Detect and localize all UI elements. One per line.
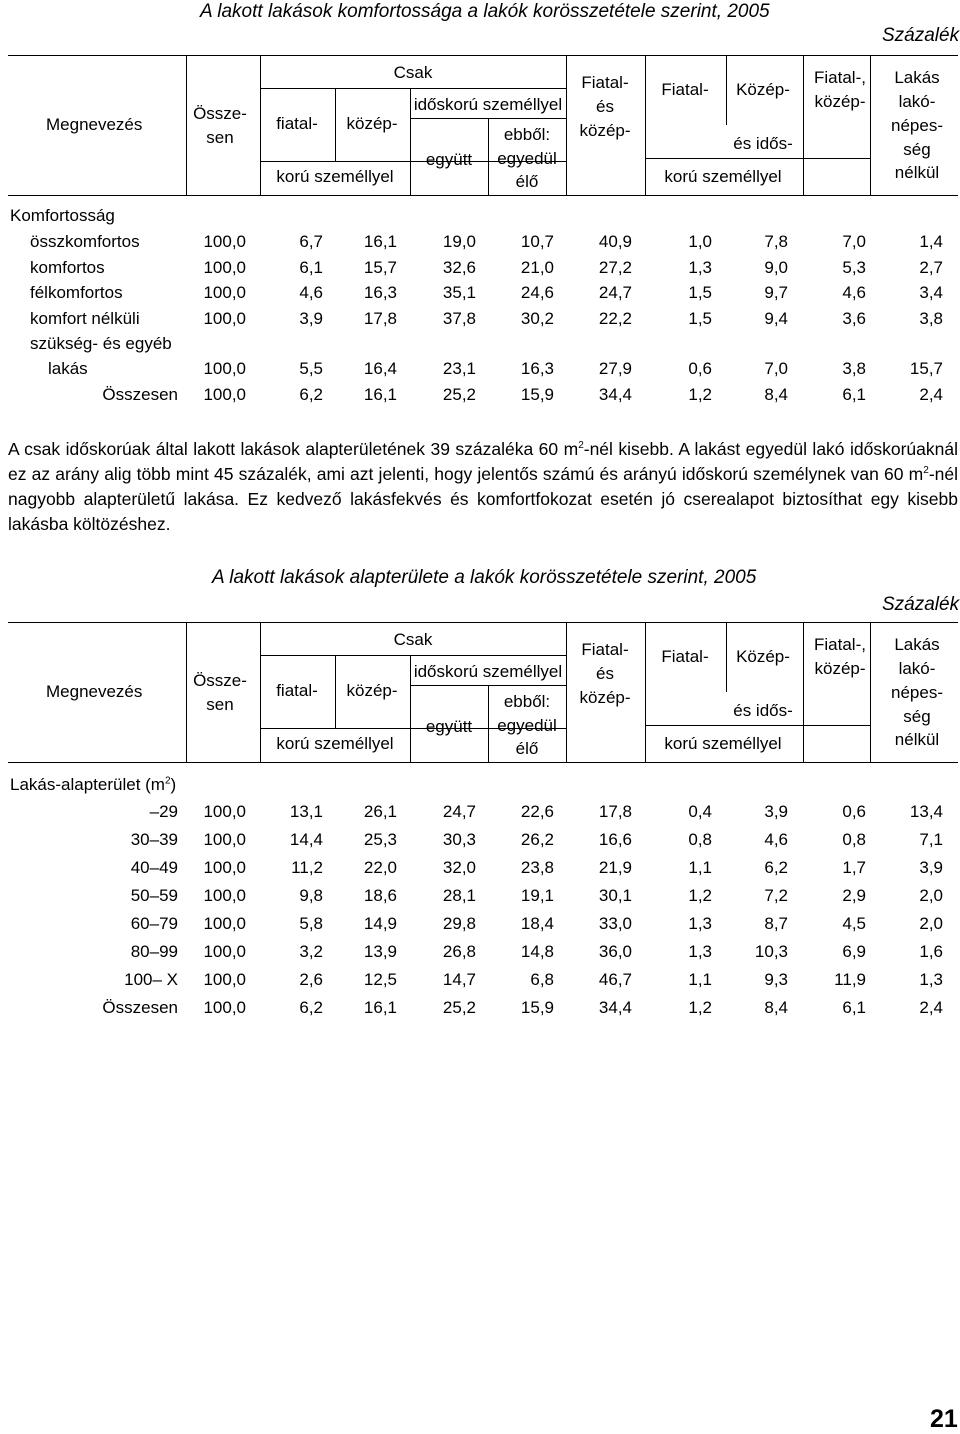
table1-vline xyxy=(186,55,187,195)
table-cell: 14,9 xyxy=(363,914,397,933)
header-fiatal2: Fiatal- xyxy=(661,80,709,99)
table2-vline xyxy=(645,622,646,762)
table2-vline xyxy=(186,622,187,762)
table-cell: 100,0 xyxy=(203,998,246,1017)
table-cell: 15,9 xyxy=(520,998,554,1017)
table-cell: 6,1 xyxy=(299,257,323,277)
table-cell: 2,0 xyxy=(919,914,943,933)
table-cell: 34,4 xyxy=(598,384,632,404)
table-cell: 13,1 xyxy=(289,802,323,821)
table-cell: 100,0 xyxy=(203,257,246,277)
table-cell: 5,5 xyxy=(299,359,323,378)
table-cell: 6,1 xyxy=(842,384,866,404)
table-cell: 3,8 xyxy=(842,359,866,378)
table-cell: 9,3 xyxy=(764,970,788,989)
paragraph-sup-2: 2 xyxy=(923,465,929,477)
table-cell: 1,1 xyxy=(688,970,712,989)
header2-fiatal-es-kozep-1: Fiatal- xyxy=(581,640,629,659)
body-paragraph xyxy=(8,437,958,537)
header2-lakas-3: népes- xyxy=(891,683,943,702)
table-cell: 13,9 xyxy=(363,942,397,961)
table2-vline xyxy=(726,622,727,692)
table1-vline xyxy=(335,88,336,161)
header-fiatal-es-kozep-1: Fiatal- xyxy=(581,73,629,92)
header-csak: Csak xyxy=(393,63,433,82)
header2-fiatal: fiatal- xyxy=(276,681,318,700)
table-cell: 100,0 xyxy=(203,283,246,302)
table-cell: 16,1 xyxy=(363,384,397,404)
header2-fiatal2: Fiatal- xyxy=(661,647,709,666)
table-cell: 14,4 xyxy=(289,830,323,849)
header-lakas-2: lakó- xyxy=(898,92,936,111)
row-label: 60–79 xyxy=(130,914,178,933)
header-egyutt: együtt xyxy=(425,150,473,169)
row-label: félkomfortos xyxy=(30,283,123,302)
header-lakas-3: népes- xyxy=(891,116,943,135)
header-ebbol-2: egyedül xyxy=(497,149,557,168)
table-cell: 6,2 xyxy=(299,998,323,1017)
table-cell: 25,2 xyxy=(442,998,476,1017)
table-cell: 22,6 xyxy=(520,802,554,821)
table-cell: 2,4 xyxy=(919,998,943,1017)
header2-kozep2: Közép- xyxy=(736,647,790,666)
header2-osszesen-1: Össze- xyxy=(193,671,247,690)
table-cell: 3,2 xyxy=(299,942,323,961)
table-cell: 3,9 xyxy=(764,802,788,821)
table-cell: 3,6 xyxy=(842,308,866,328)
table2-vline xyxy=(488,685,489,762)
table-cell: 30,1 xyxy=(598,886,632,905)
table1-vline xyxy=(566,55,567,195)
table-cell: 100,0 xyxy=(203,886,246,905)
table-cell: 6,9 xyxy=(842,942,866,961)
table-cell: 1,1 xyxy=(688,858,712,877)
header-fiatal-kozep-2: közép- xyxy=(814,92,866,111)
table2-section-close: ) xyxy=(170,775,177,794)
table2-section-label-text: Lakás-alapterület (m xyxy=(10,775,165,794)
table1-top-rule xyxy=(8,55,958,56)
table-cell: 1,2 xyxy=(688,384,712,404)
table-cell: 21,0 xyxy=(520,257,554,277)
header-fiatal-es-kozep-3: közép- xyxy=(579,121,631,140)
table1-rule-koru2 xyxy=(645,158,870,159)
table-cell: 100,0 xyxy=(203,858,246,877)
header-megnevezes: Megnevezés xyxy=(46,115,143,134)
header2-kozep: közép- xyxy=(346,681,398,700)
header2-fiatal-es-kozep-2: és xyxy=(596,664,614,683)
table-cell: 3,9 xyxy=(919,858,943,877)
table-cell: 16,6 xyxy=(598,830,632,849)
table-cell: 9,0 xyxy=(764,257,788,277)
paragraph-text-3: -nél nagyobb alapterületű lakása. Ez kedvező lakásfekvés és komfortfokozat esetén jó cserealapot biztosíthat egy kisebb lakásba költözéshez. xyxy=(8,464,958,534)
table-cell: 36,0 xyxy=(598,942,632,961)
table-cell: 6,7 xyxy=(299,232,323,251)
header-koru-1: korú személlyel xyxy=(276,167,394,186)
table2-title: A lakott lakások alapterülete a lakók korösszetétele szerint, 2005 xyxy=(212,567,757,588)
table-cell: 9,4 xyxy=(764,308,788,328)
table-cell: 22,2 xyxy=(598,308,632,328)
table2-rule-koru2 xyxy=(645,725,870,726)
paragraph-text-1: A csak időskorúak által lakott lakások alapterületének 39 százaléka 60 m xyxy=(8,439,579,459)
table-cell: 5,8 xyxy=(299,914,323,933)
header2-es-idos: és idős- xyxy=(733,701,793,720)
table-cell: 17,8 xyxy=(363,308,397,328)
table-cell: 100,0 xyxy=(203,830,246,849)
header-lakas-5: nélkül xyxy=(894,163,940,182)
header2-ebbol-3: élő xyxy=(515,739,539,758)
table-cell: 26,1 xyxy=(363,802,397,821)
table-cell: 3,8 xyxy=(919,308,943,328)
table1-vline xyxy=(260,55,261,195)
table-cell: 13,4 xyxy=(909,802,943,821)
table-cell: 7,8 xyxy=(764,232,788,251)
table1-vline xyxy=(803,55,804,195)
table-cell: 0,8 xyxy=(842,830,866,849)
table-cell: 10,3 xyxy=(754,942,788,961)
table-cell: 1,0 xyxy=(688,232,712,251)
table1-unit: Százalék xyxy=(882,25,960,46)
table-cell: 1,4 xyxy=(919,232,943,251)
header2-lakas-2: lakó- xyxy=(898,659,936,678)
table-cell: 22,0 xyxy=(363,858,397,877)
table-cell: 6,2 xyxy=(764,858,788,877)
table-cell: 3,9 xyxy=(299,308,323,328)
table-cell: 26,8 xyxy=(442,942,476,961)
table-cell: 15,7 xyxy=(909,359,943,378)
table-cell: 18,4 xyxy=(520,914,554,933)
table-cell: 2,9 xyxy=(842,886,866,905)
table-cell: 8,4 xyxy=(764,384,788,404)
table-cell: 2,4 xyxy=(919,384,943,404)
table-cell: 6,8 xyxy=(530,970,554,989)
table-cell: 4,6 xyxy=(299,283,323,302)
table-cell: 1,7 xyxy=(842,858,866,877)
table-cell: 30,2 xyxy=(520,308,554,328)
header-fiatal-kozep-1: Fiatal-, xyxy=(814,68,866,87)
table-cell: 34,4 xyxy=(598,998,632,1017)
table-cell: 1,2 xyxy=(688,886,712,905)
table-cell: 2,0 xyxy=(919,886,943,905)
table-cell: 100,0 xyxy=(203,308,246,328)
table-cell: 21,9 xyxy=(598,858,632,877)
header2-ebbol-1: ebből: xyxy=(503,692,551,711)
table-cell: 27,9 xyxy=(598,359,632,378)
table-cell: 9,8 xyxy=(299,886,323,905)
table-cell: 23,1 xyxy=(442,359,476,378)
table-cell: 23,8 xyxy=(520,858,554,877)
table1-rule-csak xyxy=(260,88,566,89)
table-cell: 7,1 xyxy=(919,830,943,849)
table-cell: 19,1 xyxy=(520,886,554,905)
row-label-total: Összesen xyxy=(102,384,178,404)
table2-vline xyxy=(870,622,871,762)
table-cell: 16,4 xyxy=(363,359,397,378)
table-cell: 0,6 xyxy=(688,359,712,378)
table-cell: 14,7 xyxy=(442,970,476,989)
header2-koru-2: korú személlyel xyxy=(664,734,782,753)
table-cell: 35,1 xyxy=(442,283,476,302)
table-cell: 0,4 xyxy=(688,802,712,821)
table-cell: 100,0 xyxy=(203,232,246,251)
row-label: 100– X xyxy=(124,970,178,989)
header-lakas-1: Lakás xyxy=(894,68,940,87)
header-koru-2: korú személlyel xyxy=(664,167,782,186)
table2-vline xyxy=(566,622,567,762)
table-cell: 25,3 xyxy=(363,830,397,849)
header-fiatal-es-kozep-2: és xyxy=(596,97,614,116)
table-cell: 7,0 xyxy=(842,232,866,251)
table2-vline xyxy=(260,622,261,762)
table-cell: 1,6 xyxy=(919,942,943,961)
table-cell: 11,9 xyxy=(834,970,866,989)
table-cell: 12,5 xyxy=(363,970,397,989)
table-cell: 6,2 xyxy=(299,384,323,404)
table-cell: 0,6 xyxy=(842,802,866,821)
table-cell: 2,7 xyxy=(919,257,943,277)
table-cell: 4,6 xyxy=(842,283,866,302)
table2-header-bottom-rule xyxy=(8,762,958,763)
row-label: 30–39 xyxy=(130,830,178,849)
table1-vline xyxy=(488,118,489,195)
table1-title: A lakott lakások komfortossága a lakók korösszetétele szerint, 2005 xyxy=(200,1,770,22)
header2-csak: Csak xyxy=(393,630,433,649)
paragraph-text-2: -nél kisebb. A lakást egyedül lakó időskorúaknál ez az arány alig több mint 45 százalék, ami azt jelenti, hogy jelentős számú és arányú időskorú személynek van 60 m xyxy=(8,439,958,484)
table-cell: 24,7 xyxy=(442,802,476,821)
header-lakas-4: ség xyxy=(903,140,931,159)
row-label: 40–49 xyxy=(130,858,178,877)
table-cell: 0,8 xyxy=(688,830,712,849)
table-cell: 16,3 xyxy=(520,359,554,378)
table-cell: 29,8 xyxy=(442,914,476,933)
table-cell: 4,5 xyxy=(842,914,866,933)
table2-vline xyxy=(803,622,804,762)
table-cell: 1,3 xyxy=(688,257,712,277)
table2-section-label xyxy=(10,775,176,795)
table-cell: 11,2 xyxy=(291,858,323,877)
header2-egyutt: együtt xyxy=(425,717,473,736)
table-cell: 16,1 xyxy=(363,998,397,1017)
row-label: –29 xyxy=(149,802,178,821)
table-cell: 15,7 xyxy=(363,257,397,277)
table-cell: 7,0 xyxy=(764,359,788,378)
table-cell: 37,8 xyxy=(442,308,476,328)
table-cell: 28,1 xyxy=(442,886,476,905)
row-label: komfortos xyxy=(30,257,105,277)
table-cell: 24,7 xyxy=(598,283,632,302)
header-kozep: közép- xyxy=(346,114,398,133)
row-label: komfort nélküli xyxy=(30,308,140,328)
paragraph-sup-1: 2 xyxy=(578,440,584,452)
table-cell: 5,3 xyxy=(842,257,866,277)
table1-vline xyxy=(410,88,411,195)
table-cell: 1,5 xyxy=(688,283,712,302)
table-cell: 25,2 xyxy=(442,384,476,404)
header-kozep2: Közép- xyxy=(736,80,790,99)
table-cell: 4,6 xyxy=(764,830,788,849)
table-cell: 6,1 xyxy=(842,998,866,1017)
table-cell: 40,9 xyxy=(598,232,632,251)
table2-section-sup: 2 xyxy=(164,775,171,787)
table-cell: 19,0 xyxy=(442,232,476,251)
table-cell: 7,2 xyxy=(764,886,788,905)
table-cell: 8,7 xyxy=(764,914,788,933)
table-cell: 10,7 xyxy=(520,232,554,251)
table-cell: 46,7 xyxy=(598,970,632,989)
table-cell: 100,0 xyxy=(203,802,246,821)
table-cell: 18,6 xyxy=(363,886,397,905)
table2-top-rule xyxy=(8,622,958,623)
header-idoskoru: időskorú személlyel xyxy=(413,95,563,114)
table1-section-label: Komfortosság xyxy=(10,206,115,225)
header2-lakas-4: ség xyxy=(903,707,931,726)
row-label: 80–99 xyxy=(130,942,178,961)
header2-idoskoru: időskorú személlyel xyxy=(413,662,563,681)
table-cell: 16,3 xyxy=(363,283,397,302)
header-es-idos: és idős- xyxy=(733,134,793,153)
row-label-continued: lakás xyxy=(48,359,88,378)
row-label: szükség- és egyéb xyxy=(30,334,172,353)
header2-ebbol-2: egyedül xyxy=(497,716,557,735)
table1-header-bottom-rule xyxy=(8,195,958,196)
table-cell: 33,0 xyxy=(598,914,632,933)
header-ebbol-1: ebből: xyxy=(503,125,551,144)
table1-vline xyxy=(870,55,871,195)
table-cell: 1,5 xyxy=(688,308,712,328)
row-label: 50–59 xyxy=(130,886,178,905)
table-cell: 1,3 xyxy=(919,970,943,989)
table-cell: 15,9 xyxy=(520,384,554,404)
table-cell: 14,8 xyxy=(520,942,554,961)
table-cell: 100,0 xyxy=(203,942,246,961)
table2-unit: Százalék xyxy=(882,594,960,615)
header2-megnevezes: Megnevezés xyxy=(46,682,143,701)
header-osszesen-2: sen xyxy=(206,128,234,147)
header2-fiatal-es-kozep-3: közép- xyxy=(579,688,631,707)
table-cell: 3,4 xyxy=(919,283,943,302)
table1-vline xyxy=(645,55,646,195)
table-cell: 100,0 xyxy=(203,384,246,404)
header2-fiatal-kozep-1: Fiatal-, xyxy=(814,635,866,654)
table-cell: 100,0 xyxy=(203,970,246,989)
header2-lakas-5: nélkül xyxy=(894,730,940,749)
table-cell: 27,2 xyxy=(598,257,632,277)
table-cell: 100,0 xyxy=(203,359,246,378)
table-cell: 1,3 xyxy=(688,914,712,933)
row-label-total: Összesen xyxy=(102,998,178,1017)
table-cell: 32,0 xyxy=(442,858,476,877)
header-fiatal: fiatal- xyxy=(276,114,318,133)
header-osszesen-1: Össze- xyxy=(193,104,247,123)
table-cell: 24,6 xyxy=(520,283,554,302)
header2-osszesen-2: sen xyxy=(206,695,234,714)
table-cell: 1,3 xyxy=(688,942,712,961)
table-cell: 30,3 xyxy=(442,830,476,849)
table1-vline xyxy=(726,55,727,125)
page-number: 21 xyxy=(930,1405,958,1433)
table-cell: 1,2 xyxy=(688,998,712,1017)
table-cell: 100,0 xyxy=(203,914,246,933)
table-cell: 32,6 xyxy=(442,257,476,277)
table-cell: 8,4 xyxy=(764,998,788,1017)
table-cell: 2,6 xyxy=(299,970,323,989)
table-cell: 9,7 xyxy=(764,283,788,302)
table2-vline xyxy=(335,655,336,728)
header2-koru-1: korú személlyel xyxy=(276,734,394,753)
row-label: összkomfortos xyxy=(30,232,140,251)
table2-vline xyxy=(410,655,411,762)
table-cell: 17,8 xyxy=(598,802,632,821)
table2-rule-csak xyxy=(260,655,566,656)
table-cell: 26,2 xyxy=(520,830,554,849)
table-cell: 16,1 xyxy=(363,232,397,251)
header2-fiatal-kozep-2: közép- xyxy=(814,659,866,678)
header2-lakas-1: Lakás xyxy=(894,635,940,654)
header-ebbol-3: élő xyxy=(515,172,539,191)
